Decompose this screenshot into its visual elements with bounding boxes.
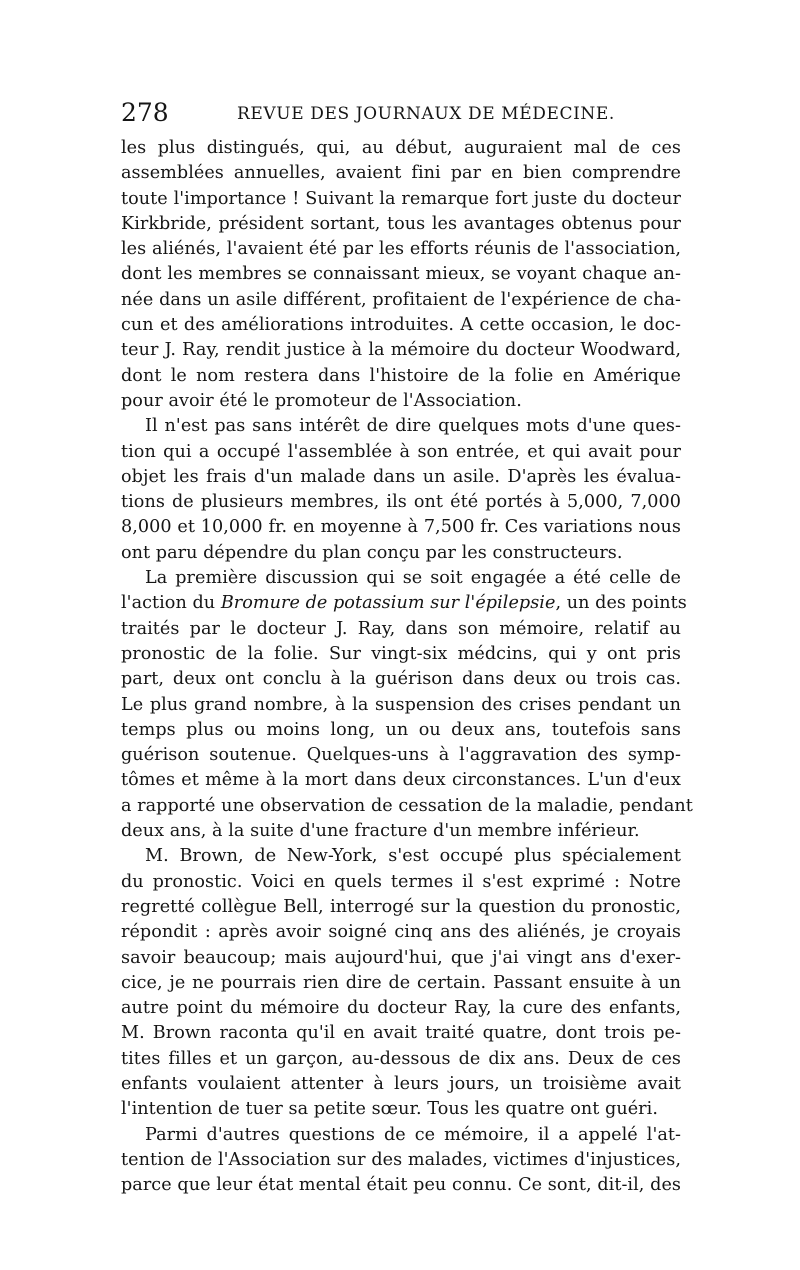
running-title: REVUE DES JOURNAUX DE MÉDECINE. (237, 104, 615, 124)
text-line: Kirkbride, président sortant, tous les avantages obtenus pour (121, 213, 681, 234)
text-line: cun et des améliorations introduites. A cette occasion, le doc- (121, 315, 681, 336)
text-line: savoir beaucoup; mais aujourd'hui, que j'ai vingt ans d'exer- (121, 947, 681, 968)
text-line: deux ans, à la suite d'une fracture d'un membre inférieur. (121, 821, 640, 842)
text-fragment: , un des points (555, 593, 687, 614)
text-line: répondit : après avoir soigné cinq ans des aliénés, je croyais (121, 922, 681, 943)
text-line: pronostic de la folie. Sur vingt-six médcins, qui y ont pris (121, 643, 681, 664)
text-line: M. Brown raconta qu'il en avait traité quatre, dont trois pe- (121, 1023, 681, 1044)
text-line: guérison soutenue. Quelques-uns à l'aggravation des symp- (121, 745, 681, 766)
text-line: a rapporté une observation de cessation de la maladie, pendant (121, 795, 693, 816)
text-line: du pronostic. Voici en quels termes il s'est exprimé : Notre (121, 871, 681, 892)
text-line: l'intention de tuer sa petite sœur. Tous les quatre ont guéri. (121, 1099, 658, 1120)
italic-title: Bromure de potassium sur l'épilepsie (220, 593, 556, 614)
page-number: 278 (121, 98, 169, 127)
text-line: tention de l'Association sur des malades, victimes d'injustices, (121, 1149, 681, 1170)
text-line: Il n'est pas sans intérêt de dire quelques mots d'une ques- (145, 416, 681, 437)
text-line: tômes et même à la mort dans deux circonstances. L'un d'eux (121, 770, 681, 791)
text-line: née dans un asile différent, profitaient de l'expérience de cha- (121, 289, 681, 310)
text-line: Le plus grand nombre, à la suspension des crises pendant un (121, 694, 681, 715)
text-line: les plus distingués, qui, au début, auguraient mal de ces (121, 138, 681, 158)
text-line: assemblées annuelles, avaient fini par en bien comprendre (121, 163, 681, 184)
text-line: traités par le docteur J. Ray, dans son mémoire, relatif au (121, 618, 681, 639)
text-line: ont paru dépendre du plan conçu par les constructeurs. (121, 542, 623, 563)
text-line: Parmi d'autres questions de ce mémoire, il a appelé l'at- (145, 1124, 681, 1145)
text-line: 8,000 et 10,000 fr. en moyenne à 7,500 fr. Ces variations nous (121, 517, 681, 538)
text-line: autre point du mémoire du docteur Ray, la cure des enfants, (121, 998, 681, 1019)
text-line: part, deux ont conclu à la guérison dans deux ou trois cas. (121, 669, 681, 690)
text-line-with-italic (121, 591, 687, 616)
text-line: les aliénés, l'avaient été par les efforts réunis de l'association, (121, 239, 681, 260)
text-line: toute l'importance ! Suivant la remarque fort juste du docteur (121, 188, 681, 209)
text-line: pour avoir été le promoteur de l'Association. (121, 390, 522, 411)
text-line: objet les frais d'un malade dans un asile. D'après les évalua- (121, 466, 681, 487)
text-line: La première discussion qui se soit engagée a été celle de (145, 568, 681, 589)
body-text (121, 136, 693, 1198)
page-header (121, 95, 681, 131)
text-line: tites filles et un garçon, au-dessous de dix ans. Deux de ces (121, 1048, 681, 1069)
text-line: dont les membres se connaissant mieux, se voyant chaque an- (121, 264, 681, 285)
text-line: cice, je ne pourrais rien dire de certain. Passant ensuite à un (121, 972, 681, 993)
text-fragment: l'action du (121, 593, 221, 614)
text-line: temps plus ou moins long, un ou deux ans, toutefois sans (121, 719, 681, 740)
text-line: enfants voulaient attenter à leurs jours, un troisième avait (121, 1073, 681, 1094)
text-line: teur J. Ray, rendit justice à la mémoire du docteur Woodward, (121, 340, 681, 361)
text-line: tions de plusieurs membres, ils ont été portés à 5,000, 7,000 (121, 492, 681, 513)
text-line: tion qui a occupé l'assemblée à son entrée, et qui avait pour (121, 441, 681, 462)
text-line: M. Brown, de New-York, s'est occupé plus spécialement (145, 846, 681, 867)
text-line: regretté collègue Bell, interrogé sur la question du pronostic, (121, 896, 681, 917)
text-line: parce que leur état mental était peu connu. Ce sont, dit-il, des (121, 1175, 681, 1196)
text-line: dont le nom restera dans l'histoire de la folie en Amérique (121, 365, 681, 386)
